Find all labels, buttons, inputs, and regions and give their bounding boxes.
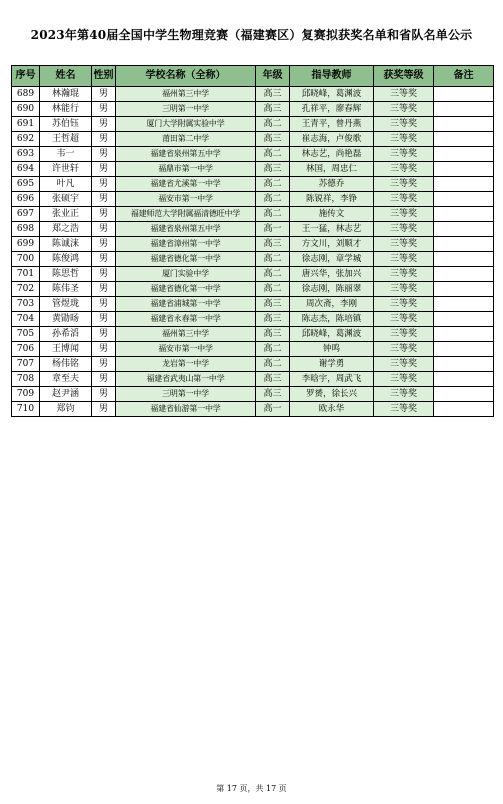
cell-name: 叶凡 [40, 177, 92, 192]
cell-gender: 男 [92, 237, 116, 252]
cell-award: 三等奖 [374, 162, 434, 177]
cell-name: 郑之浩 [40, 222, 92, 237]
cell-name: 许世轩 [40, 162, 92, 177]
cell-gender: 男 [92, 192, 116, 207]
cell-name: 苏伯钰 [40, 117, 92, 132]
cell-name: 管煜珑 [40, 297, 92, 312]
table-row [12, 342, 494, 357]
col-header-number: 序号 [12, 66, 40, 87]
cell-gender: 男 [92, 177, 116, 192]
cell-grade: 高三 [256, 312, 290, 327]
cell-grade: 高三 [256, 162, 290, 177]
cell-teacher: 崔志海，卢俊歌 [290, 132, 374, 147]
cell-award: 三等奖 [374, 342, 434, 357]
cell-award: 三等奖 [374, 192, 434, 207]
cell-school: 福建省武夷山第一中学 [116, 372, 256, 387]
cell-remark [434, 162, 494, 177]
cell-award: 三等奖 [374, 87, 434, 102]
table-header-row [12, 66, 494, 87]
cell-number: 699 [12, 237, 40, 252]
cell-gender: 男 [92, 117, 116, 132]
cell-grade: 高二 [256, 192, 290, 207]
cell-name: 陈伟圣 [40, 282, 92, 297]
cell-school: 福建省泉州第五中学 [116, 147, 256, 162]
cell-school: 莆田第二中学 [116, 132, 256, 147]
cell-gender: 男 [92, 372, 116, 387]
cell-number: 707 [12, 357, 40, 372]
cell-school: 福鼎市第一中学 [116, 162, 256, 177]
cell-remark [434, 357, 494, 372]
cell-school: 厦门大学附属实验中学 [116, 117, 256, 132]
cell-gender: 男 [92, 387, 116, 402]
cell-number: 708 [12, 372, 40, 387]
cell-number: 689 [12, 87, 40, 102]
cell-name: 韦一 [40, 147, 92, 162]
cell-name: 黄勖旸 [40, 312, 92, 327]
table-row [12, 207, 494, 222]
cell-school: 福建省德化第一中学 [116, 252, 256, 267]
cell-teacher: 方文川，刘顺才 [290, 237, 374, 252]
cell-gender: 男 [92, 267, 116, 282]
cell-number: 702 [12, 282, 40, 297]
cell-grade: 高二 [256, 207, 290, 222]
cell-school: 福建省永春第一中学 [116, 312, 256, 327]
col-header-teacher: 指导教师 [290, 66, 374, 87]
table-row [12, 327, 494, 342]
cell-gender: 男 [92, 357, 116, 372]
cell-school: 福建省德化第一中学 [116, 282, 256, 297]
col-header-gender: 性别 [92, 66, 116, 87]
cell-grade: 高一 [256, 402, 290, 417]
cell-number: 690 [12, 102, 40, 117]
cell-remark [434, 372, 494, 387]
cell-remark [434, 342, 494, 357]
cell-number: 693 [12, 147, 40, 162]
cell-award: 三等奖 [374, 297, 434, 312]
cell-grade: 高一 [256, 222, 290, 237]
cell-name: 孙希滔 [40, 327, 92, 342]
cell-award: 三等奖 [374, 252, 434, 267]
cell-teacher: 苏德乔 [290, 177, 374, 192]
cell-school: 福安市第一中学 [116, 192, 256, 207]
table-row [12, 282, 494, 297]
cell-award: 三等奖 [374, 402, 434, 417]
cell-grade: 高二 [256, 147, 290, 162]
cell-remark [434, 192, 494, 207]
cell-gender: 男 [92, 222, 116, 237]
cell-grade: 高二 [256, 342, 290, 357]
cell-remark [434, 387, 494, 402]
cell-name: 陈俊鸿 [40, 252, 92, 267]
table-row [12, 252, 494, 267]
cell-award: 三等奖 [374, 312, 434, 327]
cell-name: 林瀚琨 [40, 87, 92, 102]
table-row [12, 162, 494, 177]
cell-remark [434, 132, 494, 147]
cell-grade: 高三 [256, 237, 290, 252]
cell-gender: 男 [92, 132, 116, 147]
cell-school: 福建省尤溪第一中学 [116, 177, 256, 192]
cell-teacher: 林国，周忠仁 [290, 162, 374, 177]
cell-teacher: 林志艺，尚艳磊 [290, 147, 374, 162]
cell-gender: 男 [92, 402, 116, 417]
cell-school: 福安市第一中学 [116, 342, 256, 357]
cell-grade: 高二 [256, 177, 290, 192]
table-row [12, 132, 494, 147]
cell-gender: 男 [92, 297, 116, 312]
cell-remark [434, 87, 494, 102]
col-header-name: 姓名 [40, 66, 92, 87]
cell-award: 三等奖 [374, 282, 434, 297]
cell-number: 709 [12, 387, 40, 402]
table-row [12, 222, 494, 237]
cell-remark [434, 237, 494, 252]
col-header-award: 获奖等级 [374, 66, 434, 87]
cell-number: 700 [12, 252, 40, 267]
cell-teacher: 王一猛，林志艺 [290, 222, 374, 237]
table-row [12, 237, 494, 252]
cell-name: 杨伟铭 [40, 357, 92, 372]
cell-school: 龙岩第一中学 [116, 357, 256, 372]
cell-remark [434, 402, 494, 417]
cell-number: 691 [12, 117, 40, 132]
cell-school: 三明第一中学 [116, 102, 256, 117]
cell-school: 厦门实验中学 [116, 267, 256, 282]
cell-teacher: 施传文 [290, 207, 374, 222]
cell-award: 三等奖 [374, 267, 434, 282]
cell-award: 三等奖 [374, 147, 434, 162]
cell-gender: 男 [92, 312, 116, 327]
cell-grade: 高三 [256, 102, 290, 117]
table-row [12, 357, 494, 372]
cell-name: 王哲超 [40, 132, 92, 147]
cell-remark [434, 327, 494, 342]
cell-number: 694 [12, 162, 40, 177]
cell-grade: 高三 [256, 387, 290, 402]
cell-award: 三等奖 [374, 177, 434, 192]
cell-gender: 男 [92, 87, 116, 102]
table-body [12, 87, 494, 417]
cell-grade: 高三 [256, 327, 290, 342]
cell-name: 张硕宇 [40, 192, 92, 207]
cell-name: 赵尹涵 [40, 387, 92, 402]
cell-teacher: 邱晓峰，葛渊波 [290, 87, 374, 102]
cell-grade: 高三 [256, 297, 290, 312]
cell-teacher: 王青平，曾丹燕 [290, 117, 374, 132]
cell-teacher: 唐兴华，张加兴 [290, 267, 374, 282]
cell-school: 福州第三中学 [116, 87, 256, 102]
cell-remark [434, 267, 494, 282]
cell-grade: 高三 [256, 87, 290, 102]
cell-teacher: 徐志刚，章学城 [290, 252, 374, 267]
cell-number: 701 [12, 267, 40, 282]
cell-remark [434, 177, 494, 192]
cell-teacher: 陈志杰，陈培镇 [290, 312, 374, 327]
cell-name: 郑钧 [40, 402, 92, 417]
cell-grade: 高三 [256, 132, 290, 147]
cell-school: 福建省漳州第一中学 [116, 237, 256, 252]
cell-award: 三等奖 [374, 327, 434, 342]
cell-name: 陈诚涞 [40, 237, 92, 252]
cell-school: 福建省泉州第五中学 [116, 222, 256, 237]
cell-gender: 男 [92, 102, 116, 117]
cell-name: 张业正 [40, 207, 92, 222]
cell-number: 696 [12, 192, 40, 207]
cell-remark [434, 312, 494, 327]
cell-award: 三等奖 [374, 372, 434, 387]
cell-gender: 男 [92, 147, 116, 162]
table-row [12, 402, 494, 417]
cell-teacher: 李晗宇，周武飞 [290, 372, 374, 387]
cell-gender: 男 [92, 252, 116, 267]
cell-gender: 男 [92, 327, 116, 342]
cell-teacher: 周次斋，李刚 [290, 297, 374, 312]
cell-school: 三明第一中学 [116, 387, 256, 402]
table-row [12, 117, 494, 132]
cell-award: 三等奖 [374, 132, 434, 147]
table-row [12, 177, 494, 192]
cell-teacher: 欧永华 [290, 402, 374, 417]
cell-remark [434, 147, 494, 162]
cell-gender: 男 [92, 282, 116, 297]
cell-school: 福建省浦城第一中学 [116, 297, 256, 312]
cell-grade: 高二 [256, 357, 290, 372]
document-title: 2023年第40届全国中学生物理竞赛（福建赛区）复赛拟获奖名单和省队名单公示 [30, 28, 473, 42]
page-footer: 第 17 页，共 17 页 [216, 784, 287, 793]
cell-award: 三等奖 [374, 237, 434, 252]
cell-award: 三等奖 [374, 387, 434, 402]
cell-award: 三等奖 [374, 207, 434, 222]
cell-name: 林能行 [40, 102, 92, 117]
cell-remark [434, 102, 494, 117]
table-row [12, 192, 494, 207]
cell-remark [434, 117, 494, 132]
cell-remark [434, 252, 494, 267]
cell-grade: 高二 [256, 282, 290, 297]
cell-teacher: 罗赟，徐长兴 [290, 387, 374, 402]
table-row [12, 102, 494, 117]
cell-teacher: 孔祥平，廖春辉 [290, 102, 374, 117]
cell-gender: 男 [92, 342, 116, 357]
award-roster-table [11, 65, 494, 417]
cell-award: 三等奖 [374, 357, 434, 372]
col-header-school: 学校名称（全称） [116, 66, 256, 87]
cell-number: 705 [12, 327, 40, 342]
cell-school: 福州第三中学 [116, 327, 256, 342]
cell-number: 704 [12, 312, 40, 327]
cell-number: 692 [12, 132, 40, 147]
cell-remark [434, 282, 494, 297]
table-row [12, 267, 494, 282]
cell-remark [434, 222, 494, 237]
cell-grade: 高二 [256, 267, 290, 282]
cell-teacher: 钟鸣 [290, 342, 374, 357]
cell-remark [434, 297, 494, 312]
cell-gender: 男 [92, 207, 116, 222]
cell-gender: 男 [92, 162, 116, 177]
table-row [12, 372, 494, 387]
cell-number: 695 [12, 177, 40, 192]
cell-award: 三等奖 [374, 117, 434, 132]
cell-number: 703 [12, 297, 40, 312]
cell-teacher: 邱晓峰，葛渊波 [290, 327, 374, 342]
cell-grade: 高二 [256, 117, 290, 132]
cell-name: 章至夫 [40, 372, 92, 387]
cell-number: 706 [12, 342, 40, 357]
table-row [12, 312, 494, 327]
cell-number: 698 [12, 222, 40, 237]
cell-name: 陈思哲 [40, 267, 92, 282]
cell-teacher: 陈锐祥，李铮 [290, 192, 374, 207]
cell-teacher: 徐志刚，陈丽翠 [290, 282, 374, 297]
table-row [12, 87, 494, 102]
col-header-grade: 年级 [256, 66, 290, 87]
cell-remark [434, 207, 494, 222]
col-header-remark: 备注 [434, 66, 494, 87]
cell-grade: 高三 [256, 372, 290, 387]
cell-teacher: 谢学勇 [290, 357, 374, 372]
cell-number: 710 [12, 402, 40, 417]
cell-grade: 高二 [256, 252, 290, 267]
cell-number: 697 [12, 207, 40, 222]
table-row [12, 297, 494, 312]
cell-school: 福建省仙游第一中学 [116, 402, 256, 417]
table-row [12, 387, 494, 402]
cell-award: 三等奖 [374, 222, 434, 237]
cell-name: 王博闻 [40, 342, 92, 357]
cell-school: 福建师范大学附属福清德旺中学 [116, 207, 256, 222]
table-row [12, 147, 494, 162]
cell-award: 三等奖 [374, 102, 434, 117]
